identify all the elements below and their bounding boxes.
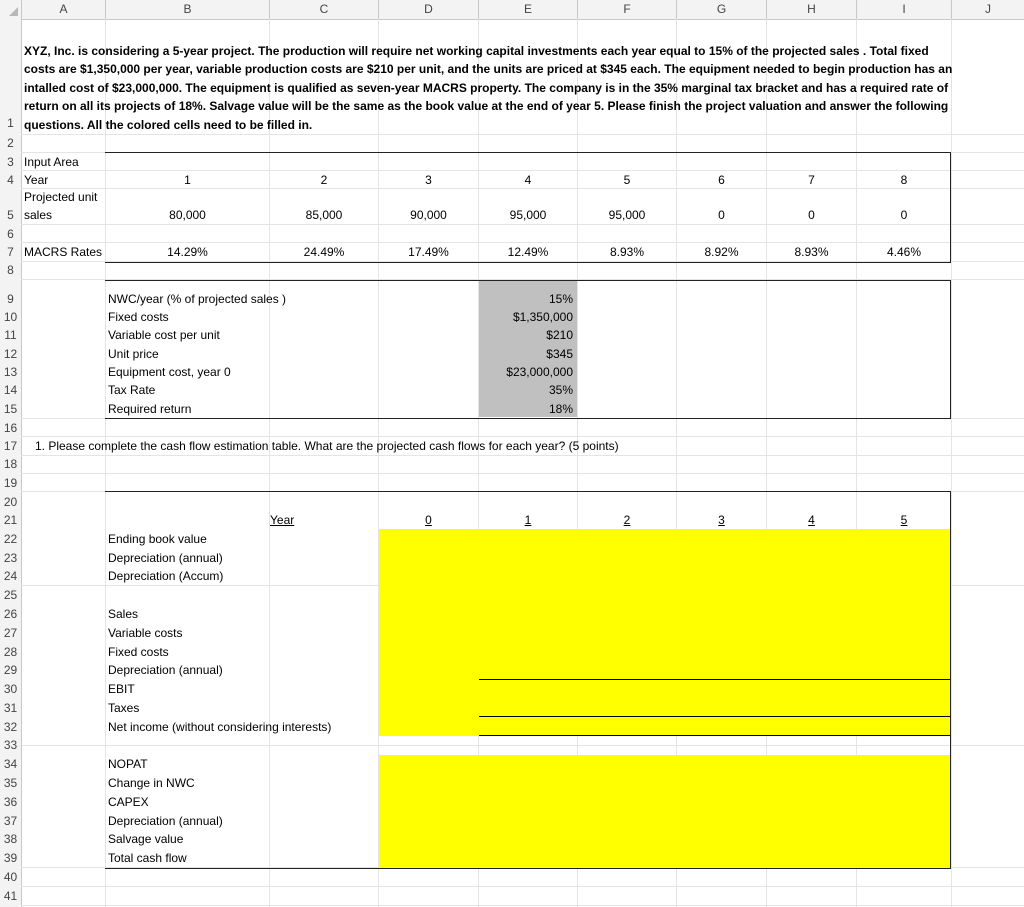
row-label-depreciation-annual: Depreciation (annual): [108, 663, 223, 677]
projected-sales-cell[interactable]: 0: [900, 208, 908, 222]
problem-statement: XYZ, Inc. is considering a 5-year project. The production will require net working capital investments each year equal to 15% of the projected sales . Total fixed costs are $1,350,000 per year, variable production costs are $210 per unit, and the units are priced at $345 each. The equipment needed to begin production has an intalled cost of $23,000,000. The equipment is qualified as seven-year MACRS property. The company is in the 35% marginal tax bracket and has a required rate of return on all its projects of 18%. Salvage value will be the same as the book value at the end of year 5. Please finish the project valuation and answer the following questions. All the colored cells need to be filled in.: [24, 44, 953, 132]
sum-border-line: [479, 716, 950, 717]
table-year-header: 0: [425, 513, 432, 527]
row-label-nopat: NOPAT: [108, 757, 148, 771]
row-label-ebit: EBIT: [108, 682, 135, 696]
row-header-5[interactable]: 5: [0, 208, 22, 222]
gridline: [21, 436, 1024, 437]
question-1: 1. Please complete the cash flow estimation table. What are the projected cash flows for each year? (5 points): [35, 439, 619, 453]
table-year-header: 3: [718, 513, 725, 527]
gridline: [21, 905, 1024, 906]
row-header-4[interactable]: 4: [0, 173, 22, 187]
year-cell[interactable]: 1: [184, 173, 191, 187]
macrs-rate-cell[interactable]: 8.93%: [609, 245, 645, 259]
row-header-21[interactable]: 21: [0, 513, 22, 527]
param-label: Variable cost per unit: [108, 328, 220, 342]
projected-sales-cell[interactable]: 95,000: [509, 208, 547, 222]
row-header-36[interactable]: 36: [0, 795, 22, 809]
column-header-a[interactable]: A: [22, 0, 106, 19]
projected-sales-label-line2: sales: [24, 208, 53, 222]
projected-sales-cell[interactable]: 0: [808, 208, 815, 222]
row-label-net-income: Net income (without considering interests): [108, 720, 332, 734]
param-label: Equipment cost, year 0: [108, 365, 231, 379]
row-header-20[interactable]: 20: [0, 495, 22, 509]
row-label-ending-book-value: Ending book value: [108, 532, 207, 546]
column-header-c[interactable]: C: [270, 0, 379, 19]
row-header-6[interactable]: 6: [0, 227, 22, 241]
param-value-cell[interactable]: $1,350,000: [512, 310, 573, 324]
row-label-salvage-value: Salvage value: [108, 832, 184, 846]
row-header-32[interactable]: 32: [0, 720, 22, 734]
row-label-depreciation-annual: Depreciation (annual): [108, 814, 223, 828]
macrs-rate-cell[interactable]: 4.46%: [886, 245, 922, 259]
sum-border-line: [479, 735, 950, 736]
row-label-fixed-costs: Fixed costs: [108, 645, 169, 659]
column-header-d[interactable]: D: [379, 0, 479, 19]
projected-sales-cell[interactable]: 85,000: [305, 208, 343, 222]
row-header-8[interactable]: 8: [0, 263, 22, 277]
row-header-19[interactable]: 19: [0, 476, 22, 490]
param-value-cell[interactable]: $210: [546, 328, 573, 342]
table-year-header: 5: [900, 513, 908, 527]
row-header-26[interactable]: 26: [0, 607, 22, 621]
row-label-depreciation-annual: Depreciation (annual): [108, 551, 223, 565]
row-label-capex: CAPEX: [108, 795, 149, 809]
row-header-24[interactable]: 24: [0, 569, 22, 583]
gridline: [21, 886, 1024, 887]
row-label-depreciation-accum: Depreciation (Accum): [108, 569, 224, 583]
row-header-38[interactable]: 38: [0, 832, 22, 846]
projected-sales-cell[interactable]: 95,000: [608, 208, 646, 222]
row-label-taxes: Taxes: [108, 701, 140, 715]
param-value-cell[interactable]: $23,000,000: [506, 365, 573, 379]
param-label: Unit price: [108, 347, 159, 361]
param-value-cell[interactable]: 35%: [548, 383, 573, 397]
macrs-rate-cell[interactable]: 8.93%: [794, 245, 829, 259]
year-cell[interactable]: 2: [320, 173, 328, 187]
year-cell[interactable]: 7: [808, 173, 815, 187]
row-header-2[interactable]: 2: [0, 136, 22, 150]
row-header-13[interactable]: 13: [0, 365, 22, 379]
row-header-22[interactable]: 22: [0, 532, 22, 546]
row-header-1[interactable]: 1: [0, 116, 22, 130]
param-value-cell[interactable]: 15%: [548, 292, 573, 306]
row-header-30[interactable]: 30: [0, 682, 22, 696]
table-year-label: Year: [270, 513, 295, 527]
param-label: Fixed costs: [108, 310, 169, 324]
param-value-cell[interactable]: 18%: [548, 402, 573, 416]
column-header-b[interactable]: B: [106, 0, 270, 19]
projected-sales-cell[interactable]: 0: [718, 208, 725, 222]
year-cell[interactable]: 4: [524, 173, 532, 187]
row-header-40[interactable]: 40: [0, 870, 22, 884]
row-header-33[interactable]: 33: [0, 738, 22, 752]
macrs-rate-cell[interactable]: 12.49%: [507, 245, 549, 259]
row-label-change-in-nwc: Change in NWC: [108, 776, 195, 790]
column-header-e[interactable]: E: [479, 0, 578, 19]
year-cell[interactable]: 3: [425, 173, 432, 187]
macrs-rate-cell[interactable]: 24.49%: [303, 245, 345, 259]
row-header-17[interactable]: 17: [0, 439, 22, 453]
row-header-37[interactable]: 37: [0, 814, 22, 828]
row-header-12[interactable]: 12: [0, 347, 22, 361]
macrs-rate-cell[interactable]: 17.49%: [408, 245, 449, 259]
row-label-total-cash-flow: Total cash flow: [108, 851, 187, 865]
row-header-11[interactable]: 11: [0, 328, 22, 342]
column-header-g[interactable]: G: [677, 0, 767, 19]
row-header-27[interactable]: 27: [0, 626, 22, 640]
input-area-label: Input Area: [24, 155, 79, 169]
macrs-rate-cell[interactable]: 14.29%: [167, 245, 208, 259]
row-header-39[interactable]: 39: [0, 851, 22, 865]
column-header-j[interactable]: J: [985, 2, 991, 16]
column-header-bar: [0, 0, 1024, 20]
projected-sales-cell[interactable]: 80,000: [169, 208, 206, 222]
table-year-header: 2: [623, 513, 631, 527]
param-label: Tax Rate: [108, 383, 156, 397]
column-header-i[interactable]: I: [857, 0, 952, 19]
cash-flow-fill-upper[interactable]: [379, 529, 950, 736]
row-header-31[interactable]: 31: [0, 701, 22, 715]
gridline: [21, 455, 1024, 456]
year-cell[interactable]: 8: [900, 173, 908, 187]
projected-sales-cell[interactable]: 90,000: [410, 208, 447, 222]
macrs-label: MACRS Rates: [24, 245, 103, 259]
row-label-sales: Sales: [108, 607, 139, 621]
row-header-15[interactable]: 15: [0, 402, 22, 416]
column-header-f[interactable]: F: [578, 0, 677, 19]
row-header-7[interactable]: 7: [0, 245, 22, 259]
cash-flow-fill-lower[interactable]: [379, 755, 950, 867]
row-label-variable-costs: Variable costs: [108, 626, 183, 640]
row-header-16[interactable]: 16: [0, 421, 22, 435]
row-header-34[interactable]: 34: [0, 757, 22, 771]
row-header-18[interactable]: 18: [0, 457, 22, 471]
projected-sales-label-line1: Projected unit: [24, 190, 98, 204]
row-header-29[interactable]: 29: [0, 663, 22, 677]
row-header-9[interactable]: 9: [0, 292, 22, 306]
year-cell[interactable]: 6: [718, 173, 725, 187]
gridline: [21, 134, 1024, 135]
param-label: Required return: [108, 402, 192, 416]
column-header-h[interactable]: H: [767, 0, 857, 19]
gridline: [21, 473, 1024, 474]
row-header-25[interactable]: 25: [0, 588, 22, 602]
row-header-3[interactable]: 3: [0, 155, 22, 169]
table-year-header: 4: [808, 513, 815, 527]
table-year-header: 1: [524, 513, 532, 527]
year-cell[interactable]: 5: [623, 173, 631, 187]
row-header-23[interactable]: 23: [0, 551, 22, 565]
year-label: Year: [24, 173, 49, 187]
row-header-35[interactable]: 35: [0, 776, 22, 790]
row-header-41[interactable]: 41: [0, 889, 22, 903]
row-header-28[interactable]: 28: [0, 645, 22, 659]
macrs-rate-cell[interactable]: 8.92%: [704, 245, 739, 259]
sum-border-line: [479, 679, 950, 680]
param-label: NWC/year (% of projected sales ): [108, 292, 287, 306]
select-all-corner[interactable]: [0, 0, 22, 19]
row-header-10[interactable]: 10: [0, 310, 22, 324]
row-header-14[interactable]: 14: [0, 383, 22, 397]
param-value-cell[interactable]: $345: [546, 347, 573, 361]
select-all-triangle-icon: [9, 7, 18, 16]
